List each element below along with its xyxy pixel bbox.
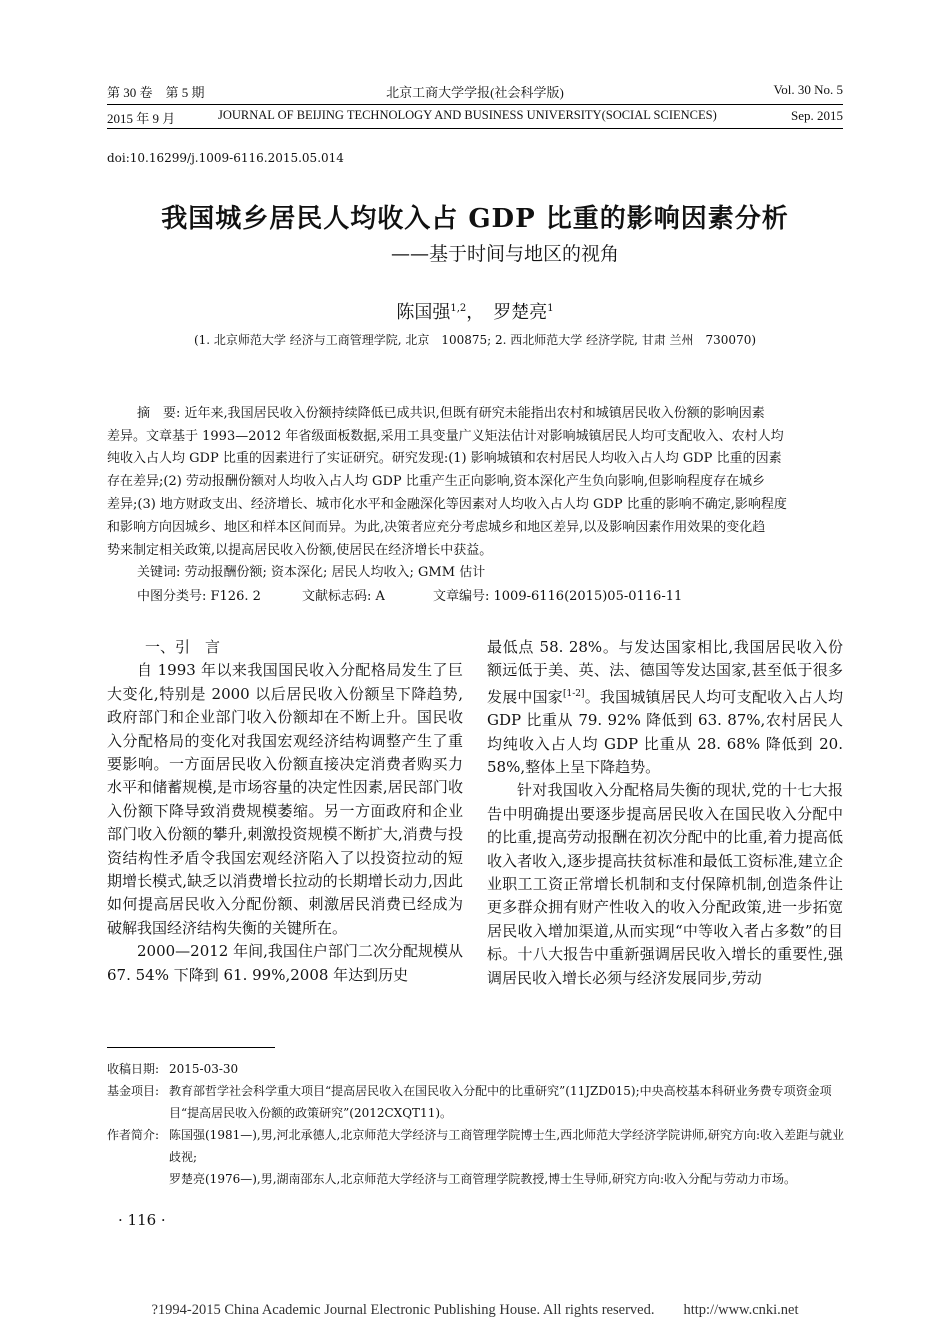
section-heading: 一、引 言	[145, 638, 221, 656]
keywords: 关键词: 劳动报酬份额; 资本深化; 居民人均收入; GMM 估计	[137, 565, 486, 580]
author-name: 罗楚亮	[493, 302, 548, 323]
author-affil-mark: 1,2	[450, 303, 467, 314]
footnote-fund	[107, 1080, 847, 1124]
date-en: Sep. 2015	[791, 108, 843, 123]
paragraph: 2000—2012 年间,我国住户部门二次分配规模从 67. 54% 下降到 61. 99%,2008 年达到历史	[107, 942, 463, 984]
footnote-text: 罗楚亮(1976—),男,湖南邵东人,北京师范大学经济与工商管理学院教授,博士生导师,研究方向:收入分配与劳动力市场。	[169, 1172, 797, 1186]
authors	[0, 298, 950, 324]
abstract-line: 差异;(3) 地方财政支出、经济增长、城市化水平和金融深化等因素对人均收入占人均 GDP 比重的影响不确定,影响程度	[107, 497, 787, 512]
document-code: 文献标志码: A	[302, 589, 385, 604]
paragraph-text: 最低点 58. 28%。与发达国家相比,我国居民收入份额远低于美、英、法、德国等发达国家,甚至低于很多发展中国家	[487, 638, 843, 706]
journal-name-cn: 北京工商大学学报(社会科学版)	[386, 85, 564, 100]
header-rule-top	[107, 104, 843, 105]
journal-name-en: JOURNAL OF BEIJING TECHNOLOGY AND BUSINESS UNIVERSITY(SOCIAL SCIENCES)	[218, 108, 717, 122]
footnotes	[107, 1058, 847, 1190]
footnote-label: 收稿日期:	[107, 1062, 160, 1076]
footnote-text: 陈国强(1981—),男,河北承德人,北京师范大学经济与工商管理学院博士生,西北师范大学经济学院讲师,研究方向:收入差距与就业歧视;	[169, 1128, 845, 1164]
author-separator: ，	[466, 302, 494, 323]
abstract-line: 摘 要: 近年来,我国居民收入份额持续降低已成共识,但既有研究未能指出农村和城镇居民收入份额的影响因素	[137, 406, 765, 421]
paper-subtitle: ——基于时间与地区的视角	[390, 243, 619, 265]
copyright-footer: ?1994-2015 China Academic Journal Electronic Publishing House. All rights reserved. http://www.cnki.net	[151, 1302, 799, 1318]
clc-number: 中图分类号: F126. 2	[137, 589, 261, 604]
paragraph	[487, 636, 843, 779]
abstract-line: 差异。文章基于 1993—2012 年省级面板数据,采用工具变量广义矩法估计对影响城镇居民人均可支配收入、农村人均	[107, 429, 784, 444]
footnote-received	[107, 1058, 847, 1080]
footnote-label: 基金项目:	[107, 1084, 160, 1098]
paragraph: 自 1993 年以来我国国民收入分配格局发生了巨大变化,特别是 2000 以后居民收入份额呈下降趋势,政府部门和企业部门收入份额却在不断上升。国民收入分配格局的变化对我国宏观经济结构调整产生了重要影响。一方面居民收入份额直接决定消费者购买力水平和储蓄规模,是市场容量的决定性因素,居民部门收入份额下降导致消费规模萎缩。另一方面政府和企业部门收入份额的攀升,刺激投资规模不断扩大,消费与投资结构性矛盾令我国宏观经济陷入了以投资拉动的短期增长模式,缺乏以消费增长拉动的长期增长动力,因此如何提高居民收入分配份额、刺激居民消费已经成为破解我国经济结构失衡的关键所在。	[107, 661, 463, 937]
date-cn: 2015 年 9 月	[107, 111, 176, 126]
volume-issue-cn: 第 30 卷 第 5 期	[107, 85, 205, 100]
abstract-line: 纯收入占人均 GDP 比重的因素进行了实证研究。研究发现:(1) 影响城镇和农村居民人均收入占人均 GDP 比重的因素	[107, 451, 782, 466]
abstract-line: 和影响方向因城乡、地区和样本区间而异。为此,决策者应充分考虑城乡和地区差异,以及影响因素作用效果的变化趋	[107, 520, 766, 535]
author-affil-mark: 1	[547, 303, 554, 314]
page-number: · 116 ·	[118, 1211, 166, 1229]
header-rule-bottom	[107, 128, 843, 129]
body-column-right	[487, 636, 843, 990]
footnote-text: 教育部哲学社会科学重大项目“提高居民收入在国民收入分配中的比重研究”(11JZD015);中央高校基本科研业务费专项资金项目“提高居民收入份额的政策研究”(2012CXQT11)。	[169, 1084, 832, 1120]
body-column-left	[107, 636, 463, 987]
paragraph: 针对我国收入分配格局失衡的现状,党的十七大报告中明确提出要逐步提高居民收入在国民收入分配中的比重,提高劳动报酬在初次分配中的比重,着力提高低收入者收入,逐步提高扶贫标准和最低工资标准,建立企业职工工资正常增长机制和支付保障机制,创造条件让更多群众拥有财产性收入的收入分配政策,进一步拓宽居民收入增加渠道,从而实现“中等收入者占多数”的目标。十八大报告中重新强调居民收入增长的重要性,强调居民收入增长必须与经济发展同步,劳动	[487, 781, 843, 987]
author-name: 陈国强	[396, 302, 451, 323]
volume-issue-en: Vol. 30 No. 5	[773, 82, 843, 97]
abstract-line: 势来制定相关政策,以提高居民收入份额,使居民在经济增长中获益。	[107, 543, 493, 558]
footnote-label: 作者简介:	[107, 1128, 160, 1142]
article-number: 文章编号: 1009-6116(2015)05-0116-11	[433, 589, 683, 604]
doi: doi:10.16299/j.1009-6116.2015.05.014	[107, 151, 344, 165]
footnote-rule	[107, 1047, 275, 1048]
paper-title: 我国城乡居民人均收入占 GDP 比重的影响因素分析	[161, 204, 789, 234]
paragraph-text: 。我国城镇居民人均可支配收入占人均 GDP 比重从 79. 92% 降低到 63. 87%,农村居民人均纯收入占人均 GDP 比重从 28. 68% 降低到 20. 58%,整体上呈下降趋势。	[487, 687, 843, 777]
footnote-text: 2015-03-30	[169, 1062, 239, 1076]
footnote-bio	[107, 1168, 847, 1190]
citation: [1-2]	[563, 688, 585, 699]
affiliations: (1. 北京师范大学 经济与工商管理学院, 北京 100875; 2. 西北师范大学 经济学院, 甘肃 兰州 730070)	[193, 333, 757, 347]
abstract-line: 存在差异;(2) 劳动报酬份额对人均收入占人均 GDP 比重产生正向影响,资本深化产生负向影响,但影响程度存在城乡	[107, 474, 766, 489]
footnote-bio	[107, 1124, 847, 1168]
